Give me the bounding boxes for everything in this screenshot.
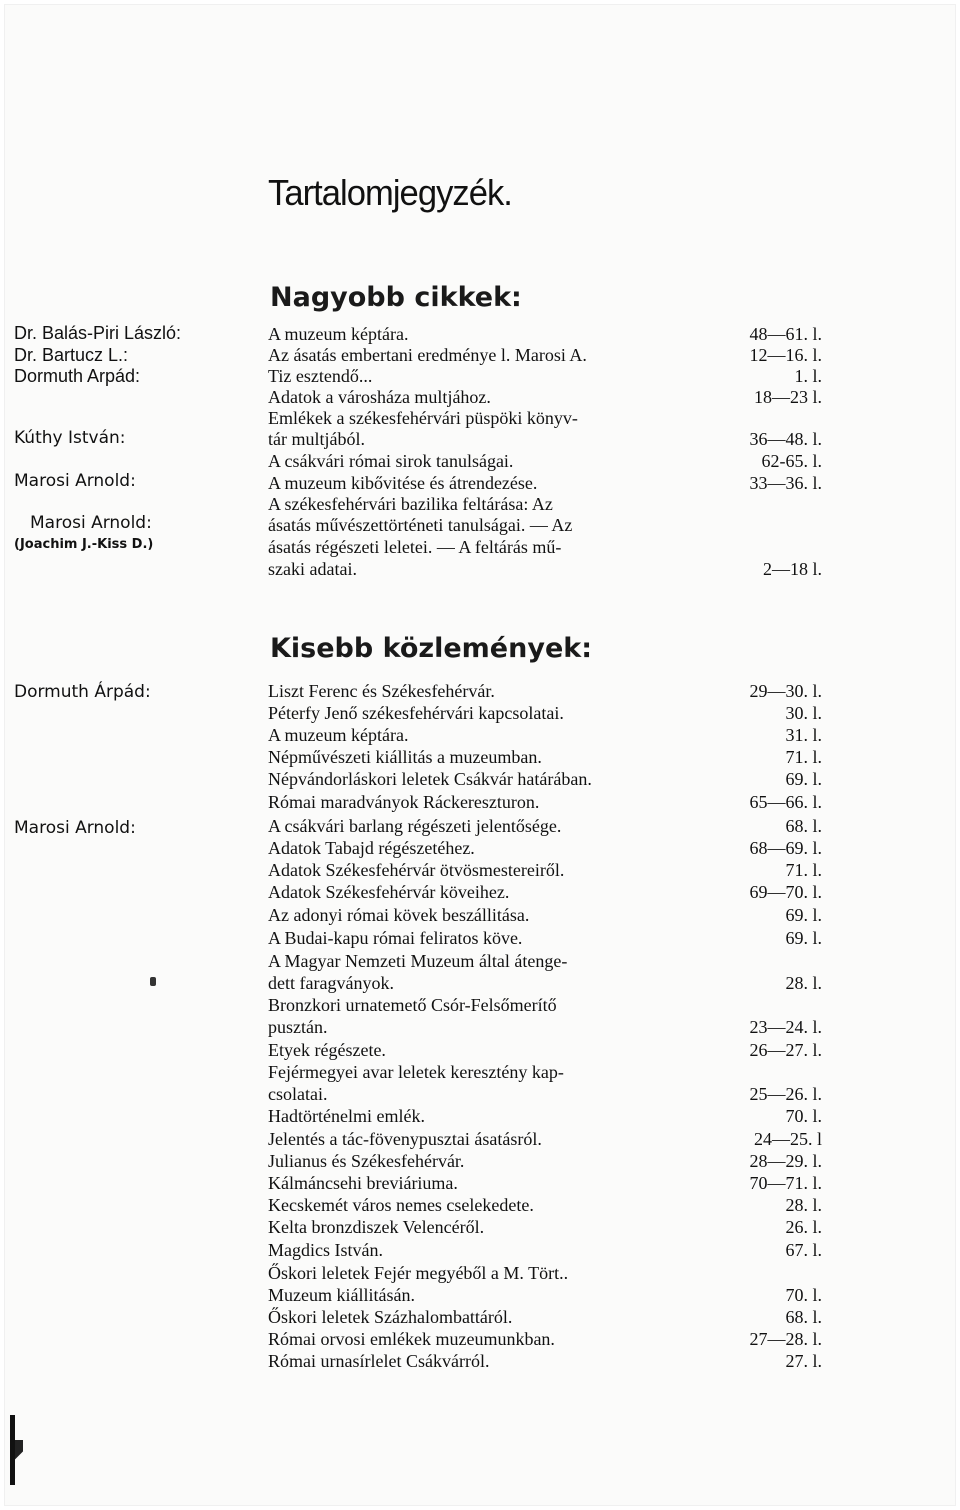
entry-pages: 27—28. l. xyxy=(749,1329,822,1349)
entry-pages: 28. l. xyxy=(785,1195,822,1215)
entry-title: csolatai. xyxy=(268,1084,328,1104)
entry-pages: 71. l. xyxy=(785,747,822,767)
author-label: Marosi Arnold: xyxy=(14,818,136,838)
entry-title: Római maradványok Ráckereszturon. xyxy=(268,792,540,812)
entry-title: Emlékek a székesfehérvári püspöki könyv- xyxy=(268,408,578,428)
entry-pages: 33—36. l. xyxy=(749,473,822,493)
page-title: Tartalomjegyzék. xyxy=(268,172,512,213)
entry-title: Magdics István. xyxy=(268,1240,383,1260)
entry-pages: 30. l. xyxy=(785,703,822,723)
author-label: (Joachim J.-Kiss D.) xyxy=(14,537,154,552)
entry-pages: 65—66. l. xyxy=(749,792,822,812)
entry-pages: 70—71. l. xyxy=(749,1173,822,1193)
entry-pages: 69. l. xyxy=(785,928,822,948)
entry-pages: 67. l. xyxy=(785,1240,822,1260)
section-heading-minor: Kisebb közlemények: xyxy=(270,633,593,664)
entry-pages: 48—61. l. xyxy=(749,324,822,344)
entry-title: Adatok Székesfehérvár ötvösmestereiről. xyxy=(268,860,565,880)
entry-pages: 2—18 l. xyxy=(762,559,822,579)
entry-title: Muzeum kiállitásán. xyxy=(268,1285,415,1305)
entry-pages: 70. l. xyxy=(785,1285,822,1305)
author-label: Dormuth Árpád: xyxy=(14,682,151,702)
entry-pages: 62-65. l. xyxy=(761,451,822,471)
entry-pages: 23—24. l. xyxy=(749,1017,822,1037)
entry-title: A muzeum kibővitése és átrendezése. xyxy=(268,473,538,493)
entry-title: A székesfehérvári bazilika feltárása: Az xyxy=(268,494,553,514)
entry-pages: 18—23 l. xyxy=(753,387,822,407)
entry-title: A Budai-kapu római feliratos köve. xyxy=(268,928,523,948)
entry-pages: 69. l. xyxy=(785,905,822,925)
author-label: Kúthy István: xyxy=(14,428,126,448)
entry-title: Liszt Ferenc és Székesfehérvár. xyxy=(268,681,495,701)
entry-title: Kelta bronzdiszek Velencéről. xyxy=(268,1217,485,1237)
entry-title: szaki adatai. xyxy=(268,559,357,579)
entry-title: ásatás régészeti leletei. — A feltárás mű- xyxy=(268,537,562,557)
entry-title: Őskori leletek Fejér megyéből a M. Tört.. xyxy=(268,1263,569,1283)
entry-pages: 68. l. xyxy=(785,816,822,836)
entry-pages: 31. l. xyxy=(785,725,822,745)
entry-pages: 26. l. xyxy=(785,1217,822,1237)
entry-title: Őskori leletek Százhalombattáról. xyxy=(268,1307,513,1327)
entry-title: Fejérmegyei avar leletek keresztény kap- xyxy=(268,1062,564,1082)
entry-pages: 68—69. l. xyxy=(749,838,822,858)
entry-title: Római orvosi emlékek muzeumunkban. xyxy=(268,1329,555,1349)
entry-title: Az ásatás embertani eredménye l. Marosi A. xyxy=(268,345,587,365)
ink-speck xyxy=(150,977,156,986)
entry-title: Kecskemét város nemes cselekedete. xyxy=(268,1195,534,1215)
section-heading-major: Nagyobb cikkek: xyxy=(270,282,522,313)
entry-title: Péterfy Jenő székesfehérvári kapcsolatai. xyxy=(268,703,564,723)
entry-title: Népművészeti kiállitás a muzeumban. xyxy=(268,747,542,767)
entry-title: Jelentés a tác-fövenypusztai ásatásról. xyxy=(268,1129,542,1149)
entry-title: Tiz esztendő... xyxy=(268,366,373,386)
entry-pages: 25—26. l. xyxy=(749,1084,822,1104)
entry-pages: 70. l. xyxy=(785,1106,822,1126)
author-label: Marosi Arnold: xyxy=(30,513,152,533)
entry-title: Kálmáncsehi breviáriuma. xyxy=(268,1173,458,1193)
entry-title: Hadtörténelmi emlék. xyxy=(268,1106,425,1126)
entry-title: Római urnasírlelet Csákvárról. xyxy=(268,1351,490,1371)
entry-pages: 69. l. xyxy=(785,769,822,789)
author-label: Dr. Balás-Piri László: xyxy=(14,323,182,343)
entry-title: A csákvári barlang régészeti jelentősége. xyxy=(268,816,562,836)
author-label: Dr. Bartucz L.: xyxy=(14,345,129,365)
entry-pages: 68. l. xyxy=(785,1307,822,1327)
entry-title: Adatok Tabajd régészetéhez. xyxy=(268,838,475,858)
entry-title: ásatás művészettörténeti tanulságai. — Az xyxy=(268,515,573,535)
entry-title: Bronzkori urnatemető Csór-Felsőmerítő xyxy=(268,995,557,1015)
entry-title: dett faragványok. xyxy=(268,973,394,993)
entry-title: Népvándorláskori leletek Csákvár határában. xyxy=(268,769,592,789)
entry-pages: 36—48. l. xyxy=(749,429,822,449)
entry-pages: 28—29. l. xyxy=(749,1151,822,1171)
entry-pages: 29—30. l. xyxy=(749,681,822,701)
entry-pages: 1. l. xyxy=(794,366,822,386)
entry-title: A Magyar Nemzeti Muzeum által átenge- xyxy=(268,951,568,971)
entry-title: A csákvári római sirok tanulságai. xyxy=(268,451,514,471)
entry-title: tár multjából. xyxy=(268,429,365,449)
entry-pages: 12—16. l. xyxy=(749,345,822,365)
author-label: Marosi Arnold: xyxy=(14,471,136,491)
entry-title: A muzeum képtára. xyxy=(268,725,409,745)
entry-pages: 27. l. xyxy=(785,1351,822,1371)
entry-title: Julianus és Székesfehérvár. xyxy=(268,1151,465,1171)
entry-pages: 24—25. l xyxy=(753,1129,822,1149)
scan-edge-mark xyxy=(15,1440,23,1480)
author-label: Dormuth Arpád: xyxy=(14,366,141,386)
entry-pages: 26—27. l. xyxy=(749,1040,822,1060)
entry-title: Az adonyi római kövek beszállitása. xyxy=(268,905,530,925)
entry-title: Adatok a városháza multjához. xyxy=(268,387,491,407)
entry-title: A muzeum képtára. xyxy=(268,324,409,344)
entry-title: pusztán. xyxy=(268,1017,328,1037)
entry-pages: 28. l. xyxy=(785,973,822,993)
entry-pages: 69—70. l. xyxy=(749,882,822,902)
entry-title: Adatok Székesfehérvár köveihez. xyxy=(268,882,510,902)
entry-pages: 71. l. xyxy=(785,860,822,880)
entry-title: Etyek régészete. xyxy=(268,1040,386,1060)
